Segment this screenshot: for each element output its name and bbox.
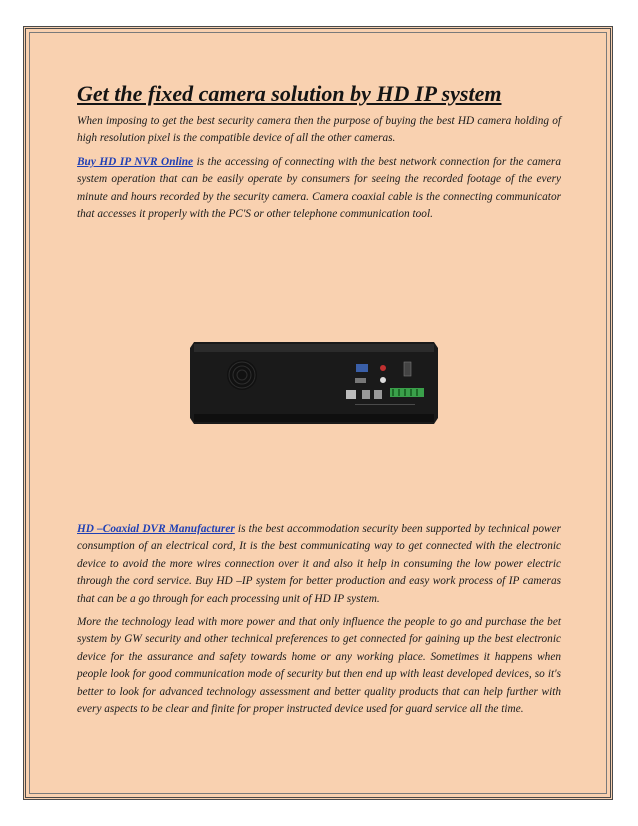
nvr-paragraph-text: is the accessing of connecting with the best network connection for the camera system operation that can be easily operate by consumers for seeing the recorded footage of the every minute and hours recorded by the security camera. Camera coaxial cable is the connecting communicator that accesses it properly with the PC'S or other telephone communication tool. [77,155,561,221]
dvr-manufacturer-link[interactable]: HD –Coaxial DVR Manufacturer [77,523,235,535]
terminal-block-icon [390,388,424,397]
document-body-lower [77,521,561,724]
technology-paragraph: More the technology lead with more power and that only influence the people to go and purchase the bet system by GW security and other technical preferences to get connected for gaining up the best electronic device for the assurance and safety towards home or any working place. Sometimes it happens when people look for good communication mode of security but then end up with least developed devices, so it's better to look for advanced technology assessment and better quality products that can help further with every aspects to be clear and finite for proper instructed device used for guard service all the time. [77,616,561,716]
usb-port-icon [374,390,382,399]
intro-paragraph: When imposing to get the best security camera then the purpose of buying the best HD camera holding of high resolution pixel is the compatible device of all the other cameras. [77,115,561,145]
fan-grill-icon [227,360,257,390]
hdmi-port-icon [355,378,366,383]
power-switch-icon [404,362,411,376]
audio-jack-icon [380,365,386,371]
nvr-device-image [190,328,440,438]
nvr-device-illustration [190,328,440,438]
nvr-paragraph [77,154,561,224]
document-body [77,80,561,229]
usb-port-icon [362,390,370,399]
audio-jack-icon [380,377,386,383]
vga-port-icon [356,364,368,372]
dvr-paragraph [77,521,561,608]
page-title: Get the fixed camera solution by HD IP system [77,81,502,106]
dvr-paragraph-text: is the best accommodation security been supported by technical power consumption of an electrical cord, It is the best communicating way to get connected with the electronic device to avoid the more wires connection over it and also it help in consuming the low power electric through the cord service. Buy HD –IP system for better production and easy work process of IP cameras that can be a go through for each processing unit of HD IP system. [77,523,561,605]
buy-nvr-link[interactable]: Buy HD IP NVR Online [77,155,194,168]
ethernet-port-icon [346,390,356,399]
